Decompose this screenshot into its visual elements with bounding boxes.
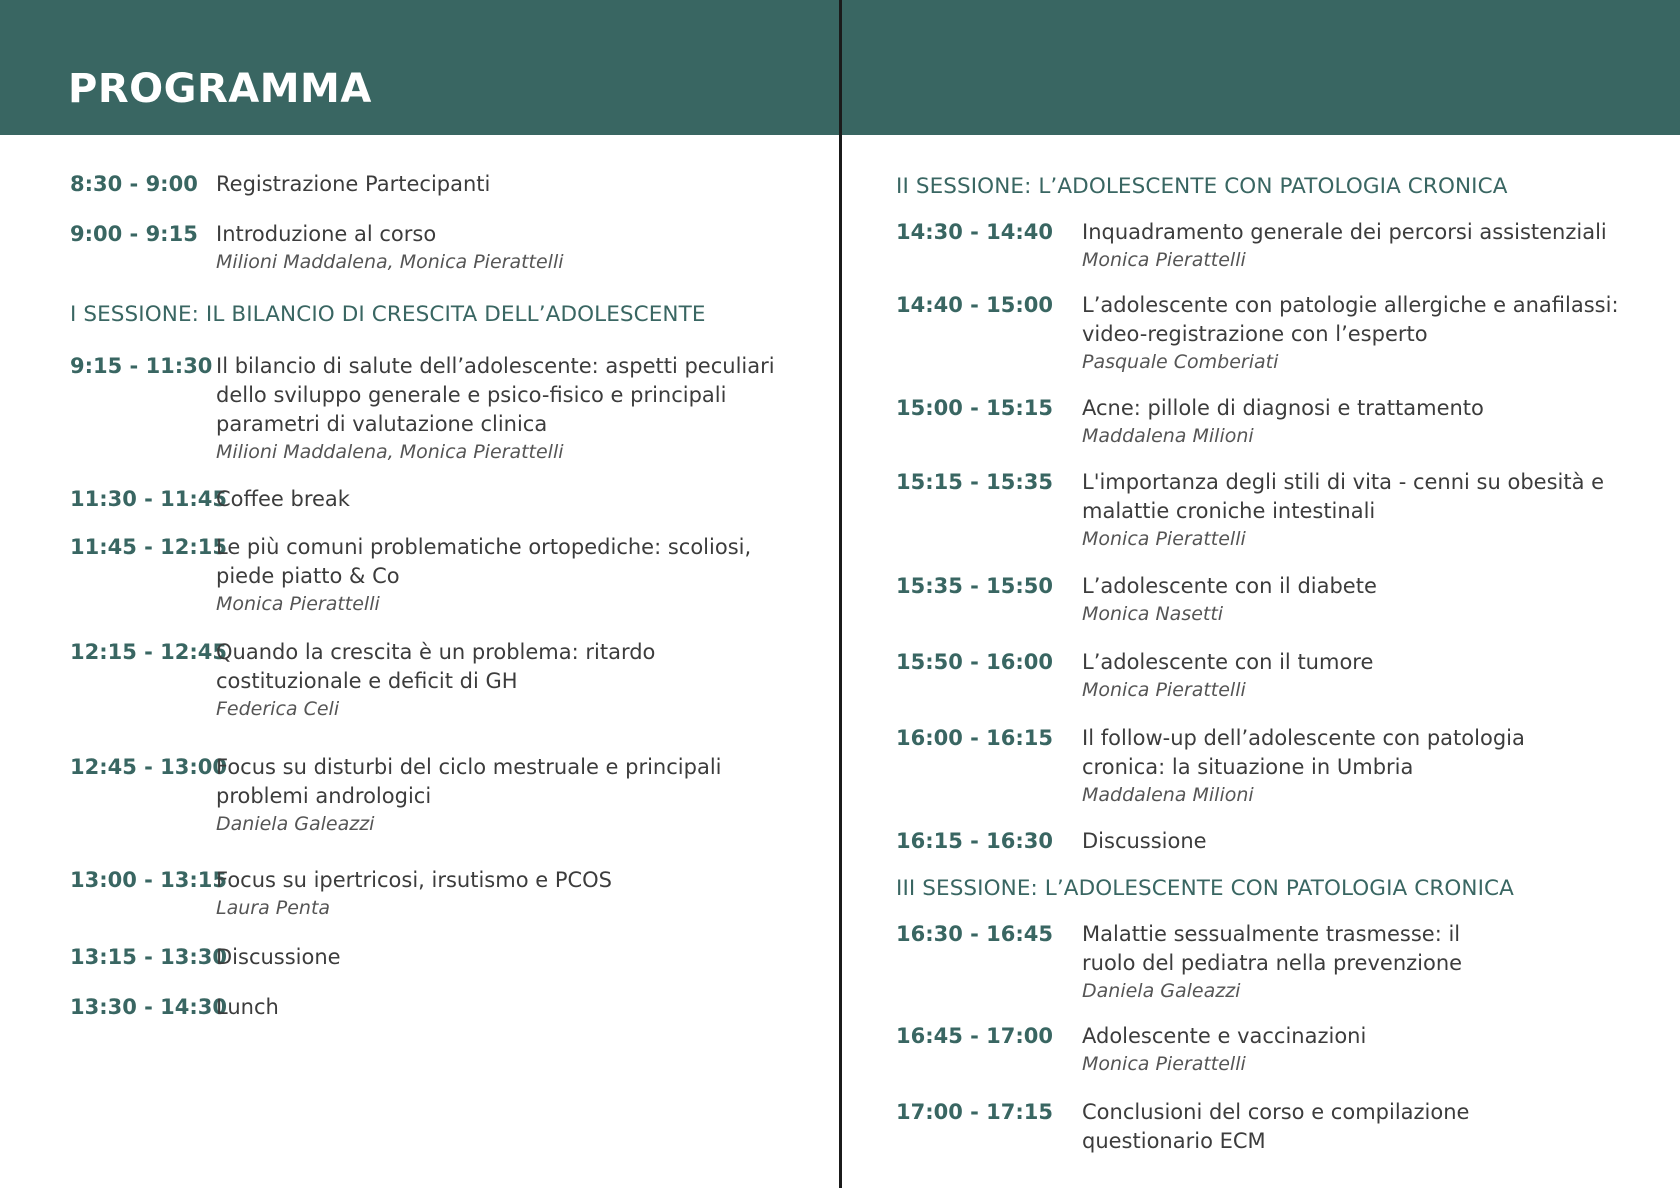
entry-time: 16:15 - 16:30 — [896, 829, 1054, 853]
entry-info — [216, 220, 810, 275]
entry-title: L’adolescente con il tumore — [1082, 650, 1374, 674]
entry-time: 17:00 - 17:15 — [896, 1100, 1054, 1124]
schedule-entry — [896, 218, 1666, 273]
entry-title: Introduzione al corso — [216, 222, 437, 246]
entry-time: 11:30 - 11:45 — [70, 487, 228, 511]
entry-info — [216, 352, 796, 465]
entry-title: Coffee break — [216, 487, 350, 511]
entry-speaker: Federica Celi — [216, 698, 340, 720]
entry-speaker: Monica Pierattelli — [216, 593, 380, 615]
entry-title: L’adolescente con patologie allergiche e anafilassi: video-registrazione con l’esperto — [1082, 293, 1619, 346]
entry-info — [1082, 648, 1666, 703]
entry-speaker: Maddalena Milioni — [1082, 784, 1254, 806]
entry-info — [1082, 724, 1572, 808]
entry-speaker: Monica Pierattelli — [1082, 679, 1246, 701]
entry-speaker: Pasquale Comberiati — [1082, 351, 1279, 373]
schedule-entry — [70, 170, 810, 199]
page-fold-divider — [839, 0, 842, 1188]
entry-info — [1082, 1022, 1666, 1077]
entry-time: 14:30 - 14:40 — [896, 220, 1054, 244]
entry-title: Focus su ipertricosi, irsutismo e PCOS — [216, 868, 613, 892]
entry-info — [216, 943, 810, 972]
entry-info — [1082, 920, 1512, 1004]
entry-time: 15:15 - 15:35 — [896, 470, 1054, 494]
entry-title: L’adolescente con il diabete — [1082, 574, 1377, 598]
entry-time: 13:00 - 13:15 — [70, 868, 228, 892]
session-heading: II SESSIONE: L’ADOLESCENTE CON PATOLOGIA CRONICA — [896, 174, 1508, 199]
schedule-entry — [70, 943, 810, 972]
entry-title: Registrazione Partecipanti — [216, 172, 491, 196]
entry-title: Focus su disturbi del ciclo mestruale e principali problemi andrologici — [216, 755, 722, 808]
entry-info — [1082, 218, 1666, 273]
schedule-entry — [896, 1022, 1666, 1077]
entry-info — [216, 533, 776, 617]
entry-speaker: Milioni Maddalena, Monica Pierattelli — [216, 441, 564, 463]
entry-info — [1082, 291, 1652, 375]
page-title: PROGRAMMA — [68, 66, 372, 112]
entry-time: 15:50 - 16:00 — [896, 650, 1054, 674]
entry-time: 13:30 - 14:30 — [70, 995, 228, 1019]
entry-time: 14:40 - 15:00 — [896, 293, 1054, 317]
entry-info — [1082, 827, 1666, 856]
entry-info — [216, 753, 776, 837]
entry-info — [216, 485, 810, 514]
entry-speaker: Milioni Maddalena, Monica Pierattelli — [216, 251, 564, 273]
entry-title: Il bilancio di salute dell’adolescente: aspetti peculiari dello sviluppo generale e psico-fisico e principali parametri di valutazione clinica — [216, 354, 775, 436]
entry-title: Discussione — [216, 945, 341, 969]
entry-time: 8:30 - 9:00 — [70, 172, 198, 196]
entry-speaker: Monica Nasetti — [1082, 603, 1224, 625]
entry-time: 16:45 - 17:00 — [896, 1024, 1054, 1048]
entry-info — [1082, 468, 1622, 552]
entry-time: 13:15 - 13:30 — [70, 945, 228, 969]
entry-time: 9:00 - 9:15 — [70, 222, 198, 246]
schedule-entry — [896, 394, 1666, 449]
entry-speaker: Daniela Galeazzi — [216, 813, 375, 835]
entry-title: Malattie sessualmente trasmesse: il ruolo del pediatra nella prevenzione — [1082, 922, 1463, 975]
entry-info — [216, 638, 666, 722]
schedule-entry — [896, 291, 1666, 375]
entry-speaker: Laura Penta — [216, 897, 331, 919]
entry-time: 11:45 - 12:15 — [70, 535, 228, 559]
entry-speaker: Monica Pierattelli — [1082, 528, 1246, 550]
schedule-entry — [70, 753, 810, 837]
entry-title: Acne: pillole di diagnosi e trattamento — [1082, 396, 1484, 420]
entry-title: Quando la crescita è un problema: ritardo costituzionale e deficit di GH — [216, 640, 656, 693]
entry-info — [216, 993, 810, 1022]
schedule-entry — [70, 220, 810, 275]
schedule-entry — [70, 638, 810, 722]
entry-title: Lunch — [216, 995, 279, 1019]
entry-speaker: Maddalena Milioni — [1082, 425, 1254, 447]
entry-title: Discussione — [1082, 829, 1207, 853]
entry-time: 9:15 - 11:30 — [70, 354, 213, 378]
schedule-entry — [70, 485, 810, 514]
entry-title: Adolescente e vaccinazioni — [1082, 1024, 1367, 1048]
entry-title: Conclusioni del corso e compilazione questionario ECM — [1082, 1100, 1470, 1153]
entry-speaker: Daniela Galeazzi — [1082, 980, 1241, 1002]
schedule-entry — [896, 1098, 1666, 1156]
entry-info — [1082, 1098, 1502, 1156]
schedule-entry — [896, 572, 1666, 627]
schedule-entry — [896, 920, 1666, 1004]
schedule-entry — [70, 993, 810, 1022]
schedule-entry — [70, 866, 810, 921]
schedule-entry — [896, 724, 1666, 808]
entry-time: 16:30 - 16:45 — [896, 922, 1054, 946]
schedule-entry — [70, 533, 810, 617]
entry-speaker: Monica Pierattelli — [1082, 249, 1246, 271]
schedule-entry — [70, 352, 810, 465]
session-heading: I SESSIONE: IL BILANCIO DI CRESCITA DELL’ADOLESCENTE — [70, 302, 706, 327]
entry-time: 12:45 - 13:00 — [70, 755, 228, 779]
entry-info — [1082, 572, 1666, 627]
entry-speaker: Monica Pierattelli — [1082, 1053, 1246, 1075]
entry-time: 15:00 - 15:15 — [896, 396, 1054, 420]
entry-info — [1082, 394, 1666, 449]
entry-title: L'importanza degli stili di vita - cenni su obesità e malattie croniche intestinali — [1082, 470, 1605, 523]
entry-info — [216, 170, 810, 199]
entry-time: 15:35 - 15:50 — [896, 574, 1054, 598]
schedule-entry — [896, 468, 1666, 552]
entry-title: Inquadramento generale dei percorsi assistenziali — [1082, 220, 1607, 244]
entry-title: Il follow-up dell’adolescente con patologia cronica: la situazione in Umbria — [1082, 726, 1525, 779]
entry-time: 16:00 - 16:15 — [896, 726, 1054, 750]
schedule-entry — [896, 827, 1666, 856]
header-band-right — [842, 0, 1680, 135]
schedule-entry — [896, 648, 1666, 703]
entry-info — [216, 866, 810, 921]
entry-time: 12:15 - 12:45 — [70, 640, 228, 664]
session-heading: III SESSIONE: L’ADOLESCENTE CON PATOLOGIA CRONICA — [896, 876, 1514, 901]
entry-title: Le più comuni problematiche ortopediche: scoliosi, piede piatto & Co — [216, 535, 752, 588]
